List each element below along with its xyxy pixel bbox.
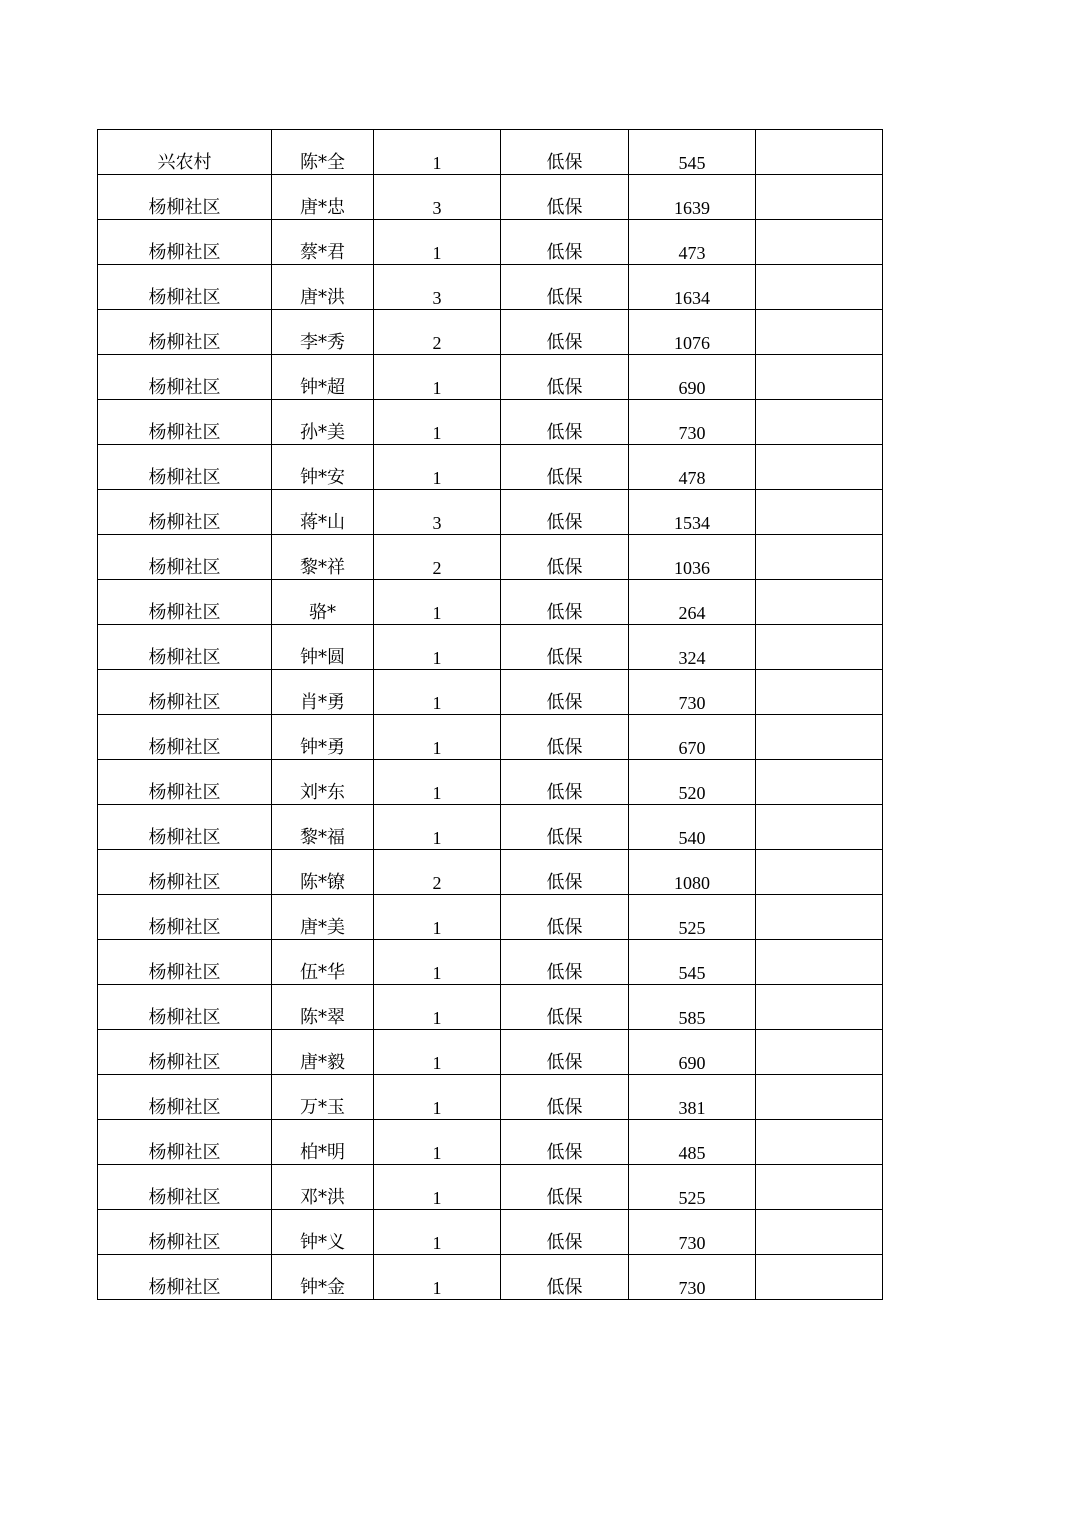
cell-household-count: 3	[374, 175, 501, 220]
cell-household-count: 1	[374, 625, 501, 670]
cell-name: 柏*明	[272, 1120, 374, 1165]
cell-note	[756, 940, 883, 985]
cell-name: 陈*镣	[272, 850, 374, 895]
cell-household-count: 1	[374, 400, 501, 445]
cell-note	[756, 535, 883, 580]
cell-assistance-type: 低保	[501, 1030, 629, 1075]
cell-note	[756, 805, 883, 850]
cell-name: 陈*翠	[272, 985, 374, 1030]
cell-assistance-type: 低保	[501, 985, 629, 1030]
cell-amount: 1076	[629, 310, 756, 355]
cell-amount: 585	[629, 985, 756, 1030]
cell-area: 杨柳社区	[98, 1030, 272, 1075]
cell-area: 兴农村	[98, 130, 272, 175]
cell-assistance-type: 低保	[501, 1165, 629, 1210]
table-row	[98, 445, 883, 490]
cell-assistance-type: 低保	[501, 1255, 629, 1300]
cell-area: 杨柳社区	[98, 715, 272, 760]
table-row	[98, 805, 883, 850]
cell-assistance-type: 低保	[501, 535, 629, 580]
cell-note	[756, 1165, 883, 1210]
cell-household-count: 1	[374, 940, 501, 985]
cell-amount: 525	[629, 895, 756, 940]
cell-name: 陈*全	[272, 130, 374, 175]
cell-amount: 324	[629, 625, 756, 670]
cell-amount: 545	[629, 130, 756, 175]
cell-assistance-type: 低保	[501, 895, 629, 940]
cell-amount: 473	[629, 220, 756, 265]
cell-assistance-type: 低保	[501, 355, 629, 400]
cell-note	[756, 1075, 883, 1120]
cell-note	[756, 400, 883, 445]
cell-note	[756, 175, 883, 220]
cell-area: 杨柳社区	[98, 580, 272, 625]
cell-area: 杨柳社区	[98, 1120, 272, 1165]
cell-name: 万*玉	[272, 1075, 374, 1120]
cell-name: 邓*洪	[272, 1165, 374, 1210]
cell-assistance-type: 低保	[501, 400, 629, 445]
cell-area: 杨柳社区	[98, 1165, 272, 1210]
cell-note	[756, 760, 883, 805]
cell-area: 杨柳社区	[98, 490, 272, 535]
cell-household-count: 1	[374, 1030, 501, 1075]
cell-area: 杨柳社区	[98, 310, 272, 355]
table-row	[98, 850, 883, 895]
table-body	[98, 130, 883, 1300]
table-row	[98, 625, 883, 670]
cell-note	[756, 130, 883, 175]
table-row	[98, 355, 883, 400]
table-row	[98, 130, 883, 175]
data-table	[97, 129, 883, 1300]
cell-household-count: 3	[374, 265, 501, 310]
table-row	[98, 760, 883, 805]
cell-note	[756, 265, 883, 310]
table-row	[98, 175, 883, 220]
table-row	[98, 715, 883, 760]
cell-name: 唐*毅	[272, 1030, 374, 1075]
table-row	[98, 1255, 883, 1300]
cell-household-count: 1	[374, 805, 501, 850]
cell-note	[756, 310, 883, 355]
cell-amount: 525	[629, 1165, 756, 1210]
cell-note	[756, 490, 883, 535]
cell-name: 钟*义	[272, 1210, 374, 1255]
cell-assistance-type: 低保	[501, 1210, 629, 1255]
cell-household-count: 1	[374, 130, 501, 175]
cell-name: 钟*圆	[272, 625, 374, 670]
cell-amount: 478	[629, 445, 756, 490]
cell-household-count: 1	[374, 1255, 501, 1300]
cell-note	[756, 670, 883, 715]
cell-area: 杨柳社区	[98, 355, 272, 400]
cell-amount: 730	[629, 670, 756, 715]
cell-household-count: 1	[374, 895, 501, 940]
cell-amount: 1036	[629, 535, 756, 580]
cell-note	[756, 580, 883, 625]
cell-area: 杨柳社区	[98, 805, 272, 850]
cell-assistance-type: 低保	[501, 130, 629, 175]
cell-household-count: 1	[374, 760, 501, 805]
cell-area: 杨柳社区	[98, 670, 272, 715]
cell-household-count: 1	[374, 355, 501, 400]
cell-amount: 730	[629, 400, 756, 445]
cell-note	[756, 625, 883, 670]
table-row	[98, 985, 883, 1030]
cell-name: 钟*超	[272, 355, 374, 400]
cell-amount: 1639	[629, 175, 756, 220]
cell-assistance-type: 低保	[501, 580, 629, 625]
cell-name: 蔡*君	[272, 220, 374, 265]
cell-note	[756, 1255, 883, 1300]
table-row	[98, 1210, 883, 1255]
cell-area: 杨柳社区	[98, 985, 272, 1030]
cell-name: 蒋*山	[272, 490, 374, 535]
cell-name: 伍*华	[272, 940, 374, 985]
table-row	[98, 1120, 883, 1165]
cell-note	[756, 985, 883, 1030]
cell-area: 杨柳社区	[98, 445, 272, 490]
cell-name: 钟*勇	[272, 715, 374, 760]
cell-assistance-type: 低保	[501, 310, 629, 355]
cell-amount: 485	[629, 1120, 756, 1165]
cell-assistance-type: 低保	[501, 850, 629, 895]
cell-name: 钟*金	[272, 1255, 374, 1300]
cell-area: 杨柳社区	[98, 535, 272, 580]
cell-assistance-type: 低保	[501, 1075, 629, 1120]
cell-amount: 520	[629, 760, 756, 805]
cell-household-count: 1	[374, 985, 501, 1030]
cell-note	[756, 1210, 883, 1255]
cell-area: 杨柳社区	[98, 265, 272, 310]
cell-assistance-type: 低保	[501, 760, 629, 805]
table-row	[98, 580, 883, 625]
cell-assistance-type: 低保	[501, 490, 629, 535]
cell-area: 杨柳社区	[98, 175, 272, 220]
cell-household-count: 1	[374, 715, 501, 760]
cell-name: 唐*洪	[272, 265, 374, 310]
cell-assistance-type: 低保	[501, 220, 629, 265]
cell-assistance-type: 低保	[501, 625, 629, 670]
cell-amount: 381	[629, 1075, 756, 1120]
cell-amount: 1534	[629, 490, 756, 535]
cell-name: 黎*福	[272, 805, 374, 850]
cell-area: 杨柳社区	[98, 940, 272, 985]
cell-assistance-type: 低保	[501, 940, 629, 985]
cell-area: 杨柳社区	[98, 1210, 272, 1255]
table-row	[98, 940, 883, 985]
cell-area: 杨柳社区	[98, 625, 272, 670]
cell-area: 杨柳社区	[98, 400, 272, 445]
cell-amount: 545	[629, 940, 756, 985]
cell-name: 肖*勇	[272, 670, 374, 715]
table-row	[98, 1165, 883, 1210]
cell-household-count: 2	[374, 310, 501, 355]
table-row	[98, 670, 883, 715]
cell-amount: 730	[629, 1210, 756, 1255]
cell-area: 杨柳社区	[98, 895, 272, 940]
cell-note	[756, 220, 883, 265]
table-row	[98, 535, 883, 580]
cell-assistance-type: 低保	[501, 265, 629, 310]
cell-note	[756, 850, 883, 895]
cell-name: 骆*	[272, 580, 374, 625]
cell-assistance-type: 低保	[501, 715, 629, 760]
table-row	[98, 1075, 883, 1120]
cell-household-count: 2	[374, 535, 501, 580]
table-row	[98, 895, 883, 940]
cell-name: 唐*美	[272, 895, 374, 940]
cell-assistance-type: 低保	[501, 670, 629, 715]
cell-household-count: 1	[374, 670, 501, 715]
cell-amount: 1080	[629, 850, 756, 895]
cell-area: 杨柳社区	[98, 1255, 272, 1300]
cell-amount: 690	[629, 355, 756, 400]
cell-name: 刘*东	[272, 760, 374, 805]
table-row	[98, 220, 883, 265]
cell-amount: 690	[629, 1030, 756, 1075]
cell-assistance-type: 低保	[501, 175, 629, 220]
cell-note	[756, 715, 883, 760]
cell-name: 钟*安	[272, 445, 374, 490]
cell-assistance-type: 低保	[501, 1120, 629, 1165]
cell-area: 杨柳社区	[98, 850, 272, 895]
table-row	[98, 490, 883, 535]
cell-household-count: 1	[374, 1120, 501, 1165]
cell-area: 杨柳社区	[98, 1075, 272, 1120]
cell-name: 李*秀	[272, 310, 374, 355]
cell-note	[756, 355, 883, 400]
cell-amount: 670	[629, 715, 756, 760]
cell-household-count: 1	[374, 220, 501, 265]
cell-household-count: 1	[374, 1165, 501, 1210]
cell-area: 杨柳社区	[98, 220, 272, 265]
cell-household-count: 1	[374, 445, 501, 490]
table-row	[98, 310, 883, 355]
cell-household-count: 1	[374, 1210, 501, 1255]
table-row	[98, 400, 883, 445]
cell-household-count: 1	[374, 580, 501, 625]
cell-note	[756, 895, 883, 940]
cell-note	[756, 1120, 883, 1165]
cell-household-count: 1	[374, 1075, 501, 1120]
cell-assistance-type: 低保	[501, 805, 629, 850]
table-row	[98, 265, 883, 310]
cell-amount: 730	[629, 1255, 756, 1300]
cell-household-count: 2	[374, 850, 501, 895]
cell-name: 黎*祥	[272, 535, 374, 580]
cell-note	[756, 1030, 883, 1075]
cell-amount: 264	[629, 580, 756, 625]
cell-household-count: 3	[374, 490, 501, 535]
cell-name: 唐*忠	[272, 175, 374, 220]
cell-name: 孙*美	[272, 400, 374, 445]
cell-amount: 540	[629, 805, 756, 850]
cell-area: 杨柳社区	[98, 760, 272, 805]
cell-amount: 1634	[629, 265, 756, 310]
cell-note	[756, 445, 883, 490]
table-row	[98, 1030, 883, 1075]
cell-assistance-type: 低保	[501, 445, 629, 490]
